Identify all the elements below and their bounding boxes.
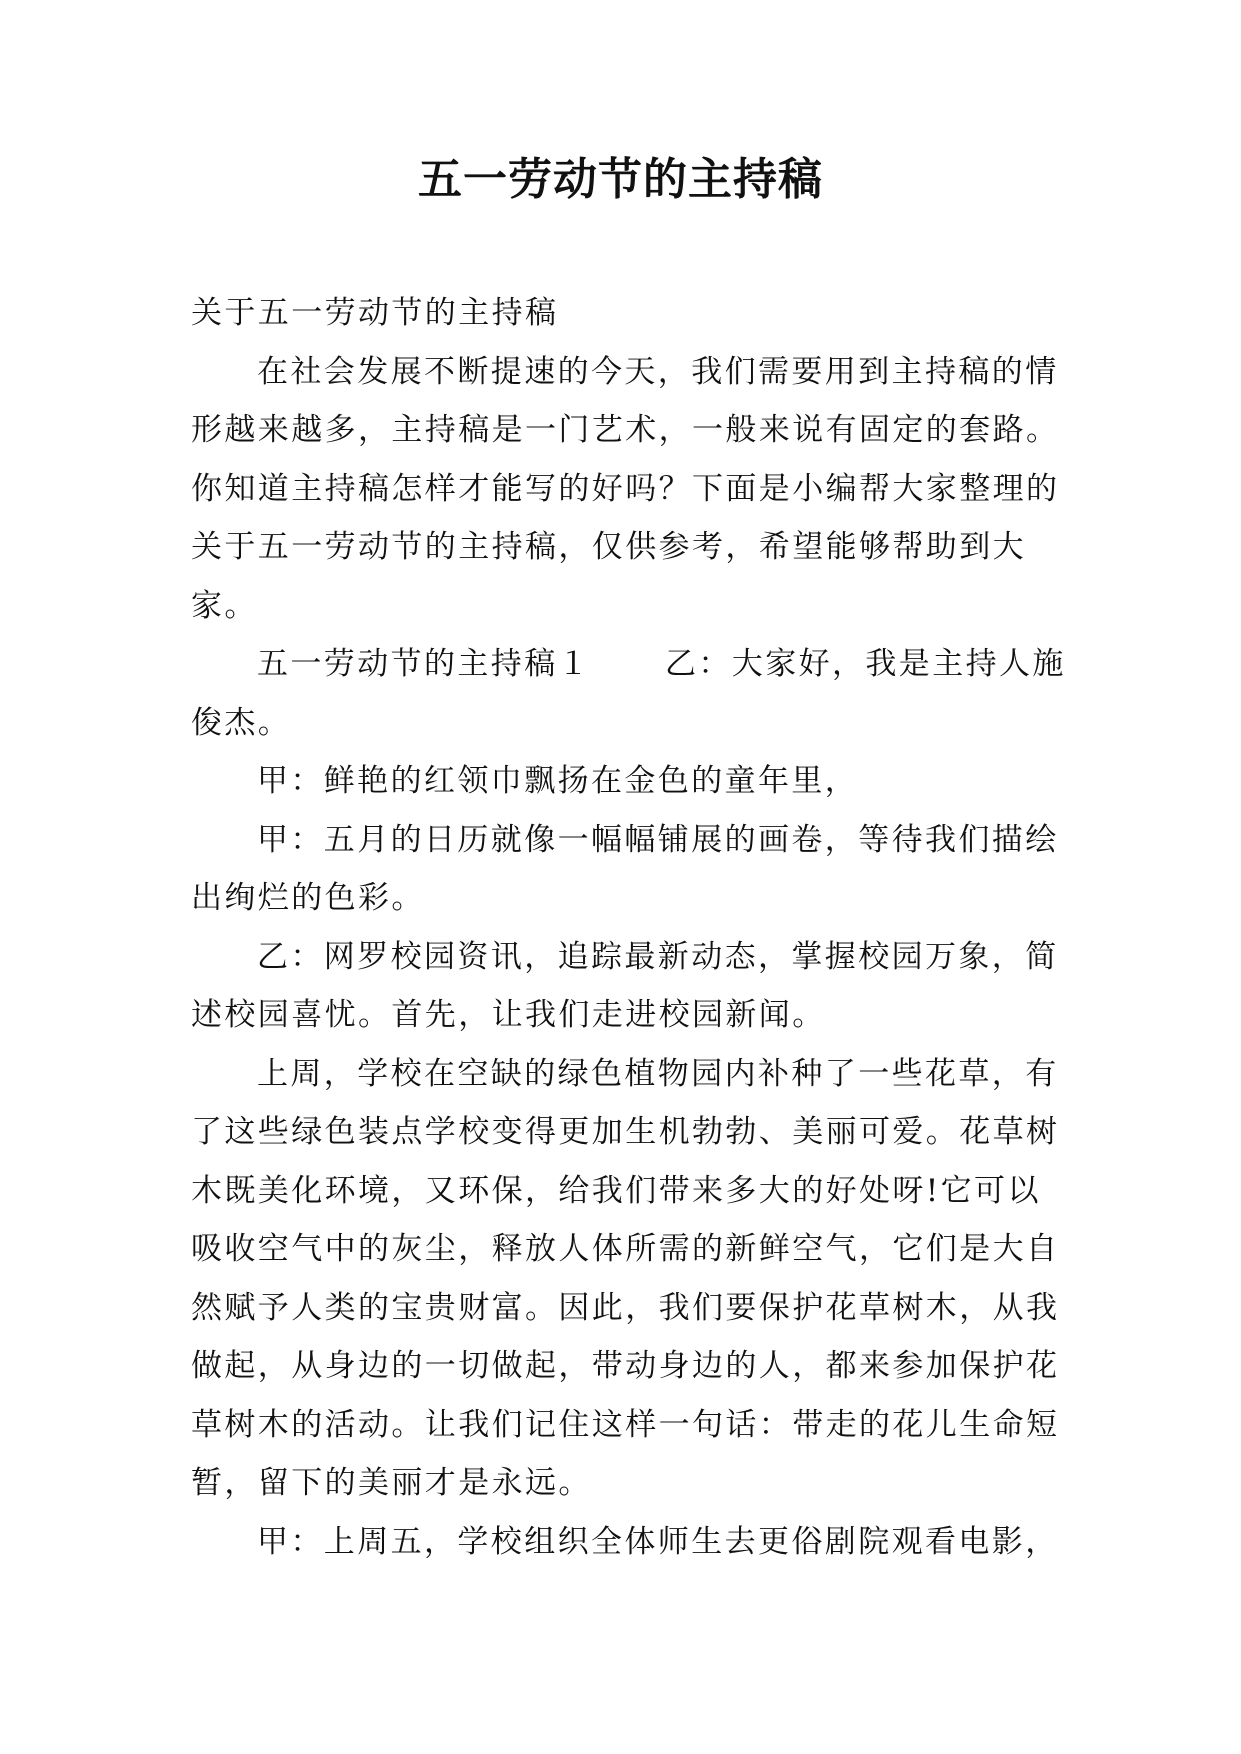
document-title: 五一劳动节的主持稿 <box>418 154 823 205</box>
section-heading: 五一劳动节的主持稿１ <box>257 646 591 682</box>
section-heading-paragraph <box>191 635 1071 752</box>
document-subtitle: 关于五一劳动节的主持稿 <box>191 295 559 331</box>
dialogue-paragraph: 甲：五月的日历就像一幅幅铺展的画卷，等待我们描绘出绚烂的色彩。 <box>191 821 1059 916</box>
intro-paragraph: 在社会发展不断提速的今天，我们需要用到主持稿的情形越来越多，主持稿是一门艺术，一般来说有固定的套路。你知道主持稿怎样才能写的好吗？下面是小编帮大家整理的关于五一劳动节的主持稿，仅供参考，希望能够帮助到大家。 <box>191 353 1060 624</box>
host-introduction: 乙：大家好，我是主持人施俊杰。 <box>191 646 1066 741</box>
dialogue-paragraph: 乙：网罗校园资讯，追踪最新动态，掌握校园万象，简述校园喜忧。首先，让我们走进校园新闻。 <box>191 938 1059 1033</box>
news-paragraph: 上周，学校在空缺的绿色植物园内补种了一些花草，有了这些绿色装点学校变得更加生机勃勃、美丽可爱。花草树木既美化环境，又环保，给我们带来多大的好处呀!它可以吸收空气中的灰尘，释放人体所需的新鲜空气，它们是大自然赋予人类的宝贵财富。因此，我们要保护花草树木，从我做起，从身边的一切做起，带动身边的人，都来参加保护花草树木的活动。让我们记住这样一句话：带走的花儿生命短暂，留下的美丽才是永远。 <box>191 1055 1060 1501</box>
document-body <box>191 284 1071 1571</box>
dialogue-paragraph: 甲：上周五，学校组织全体师生去更俗剧院观看电影， <box>257 1523 1059 1560</box>
dialogue-paragraph: 甲：鲜艳的红领巾飘扬在金色的童年里， <box>257 763 859 799</box>
